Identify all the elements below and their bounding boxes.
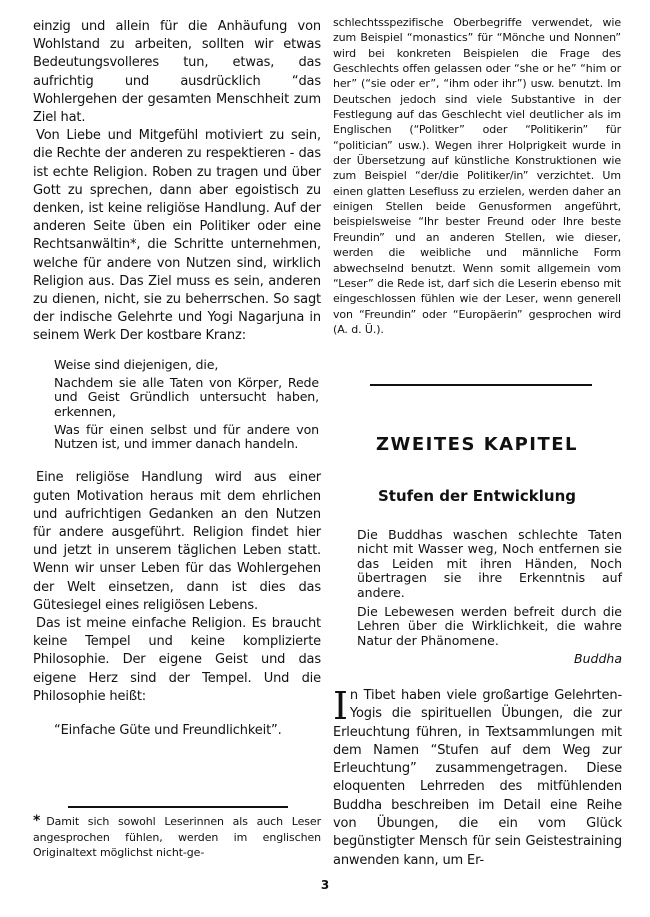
chapter-heading: ZWEITES KAPITEL	[375, 434, 579, 455]
drop-cap: I	[333, 684, 348, 728]
left-column	[33, 18, 321, 740]
footnote-divider	[68, 806, 288, 808]
footnote	[33, 814, 321, 861]
verse-line: Was für einen selbst und für andere von Nutzen ist, und immer danach handeln.	[54, 421, 319, 452]
paragraph-text: n Tibet haben viele großartige Gelehrten-Yogis die spirituellen Übungen, die zur Erleuchtung führen, in Textsammlungen mit dem Namen “Stufen auf dem Weg zur Erleuchtung” zusammengetragen. Diese eloquenten Lehrreden des mitfühlenden Buddha beschreiben im Detail eine Reihe von Übungen, die ein vom Glück begünstigter Mensch für sein Geistestraining anwenden kann, um Er-	[333, 688, 622, 868]
block-quote: “Einfache Güte und Freundlichkeit”.	[54, 723, 282, 739]
right-column-body	[333, 684, 622, 870]
section-divider	[370, 384, 592, 386]
footnote-marker: *	[33, 813, 41, 829]
paragraph: Von Liebe und Mitgefühl motiviert zu sein, die Rechte der anderen zu respektieren - das ist echte Religion. Roben zu tragen und über Gott zu sprechen, dann aber egoistisch zu denken, ist keine religiöse Handlung. Auf der anderen Seite üben ein Politiker oder eine Rechtsanwältin*, die Schritte unternehmen, welche für andere von Nutzen sind, wirklich Religion aus. Das Ziel muss es sein, anderen zu dienen, nicht, sie zu beherrschen. So sagt der indische Gelehrte und Yogi Nagarjuna in seinem Werk Der kostbare Kranz:	[33, 128, 321, 344]
paragraph: Das ist meine einfache Religion. Es braucht keine Tempel und keine komplizierte Philosophie. Der eigene Geist und das eigene Herz sind der Tempel. Und die Philosophie heißt:	[33, 616, 321, 704]
verse-line: Weise sind diejenigen, die,	[54, 356, 219, 372]
paragraph: einzig und allein für die Anhäufung von Wohlstand zu arbeiten, sollten wir etwas Bedeutungsvolleres tun, etwas, das aufrichtig und ausdrücklich “das Wohlergehen der gesamten Menschheit zum Ziel hat.	[33, 19, 321, 126]
epigraph-line: Die Lebewesen werden befreit durch die Lehren über die Wirklichkeit, die wahre Natur der Phänomene.	[357, 604, 622, 648]
footnote-text: Damit sich sowohl Leserinnen als auch Leser angesprochen fühlen, werden im englischen Originaltext möglichst nicht-ge-	[33, 815, 321, 859]
section-title: Stufen der Entwicklung	[378, 487, 576, 505]
page-number: 3	[320, 878, 330, 892]
verse-line: Nachdem sie alle Taten von Körper, Rede und Geist Gründlich untersucht haben, erkennen,	[54, 374, 319, 419]
footnote-continuation	[333, 15, 621, 337]
footnote-continued-text: schlechtsspezifische Oberbegriffe verwendet, wie zum Beispiel “monastics” für “Mönche und Nonnen” wird bei konkreten Beispielen die Frage des Geschlechts offen gelassen oder “she or he” “him or her” (“sie oder er”, “ihm oder ihr”) usw. benutzt. Im Deutschen jedoch sind viele Substantive in der Festlegung auf das Geschlecht viel deutlicher als im Englischen (“Politker” oder “Politikerin” für “politician” usw.). Wegen ihrer Holprigkeit wurde in der Übersetzung auf künstliche Konstruktionen wie zum Beispiel “der/die Politiker/in” verzichtet. Um einen glatten Lesefluss zu erzielen, werden daher an einigen Stellen beide Genusformen angeführt, beispielsweise “Ihr bester Freund oder Ihre beste Freundin” und an anderen Stellen, wie dieser, werden die weibliche und männliche Form abwechselnd benutzt. Wenn somit allgemein vom “Leser” die Rede ist, darf sich die Leserin ebenso mit eingeschlossen fühlen wie der Leser, wenn generell von “Freundin” oder “Europäerin” gesprochen wird (A. d. Ü.).	[333, 16, 621, 336]
paragraph: Eine religiöse Handlung wird aus einer guten Motivation heraus mit dem ehrlichen und aufrichtigen Gedanken an den Nutzen für andere ausgeführt. Religion findet hier und jetzt in unserem täglichen Leben statt. Wenn wir unser Leben für das Wohlergehen der Welt einsetzen, dann ist dies das Gütesiegel eines religiösen Lebens.	[33, 470, 321, 613]
verse-block	[54, 358, 321, 452]
epigraph	[357, 528, 622, 653]
epigraph-line: Die Buddhas waschen schlechte Taten nicht mit Wasser weg, Noch entfernen sie das Leiden mit ihren Händen, Noch übertragen sie ihre Erkenntnis auf andere.	[357, 527, 622, 600]
paragraph	[333, 684, 622, 870]
epigraph-attribution: Buddha	[574, 651, 622, 666]
